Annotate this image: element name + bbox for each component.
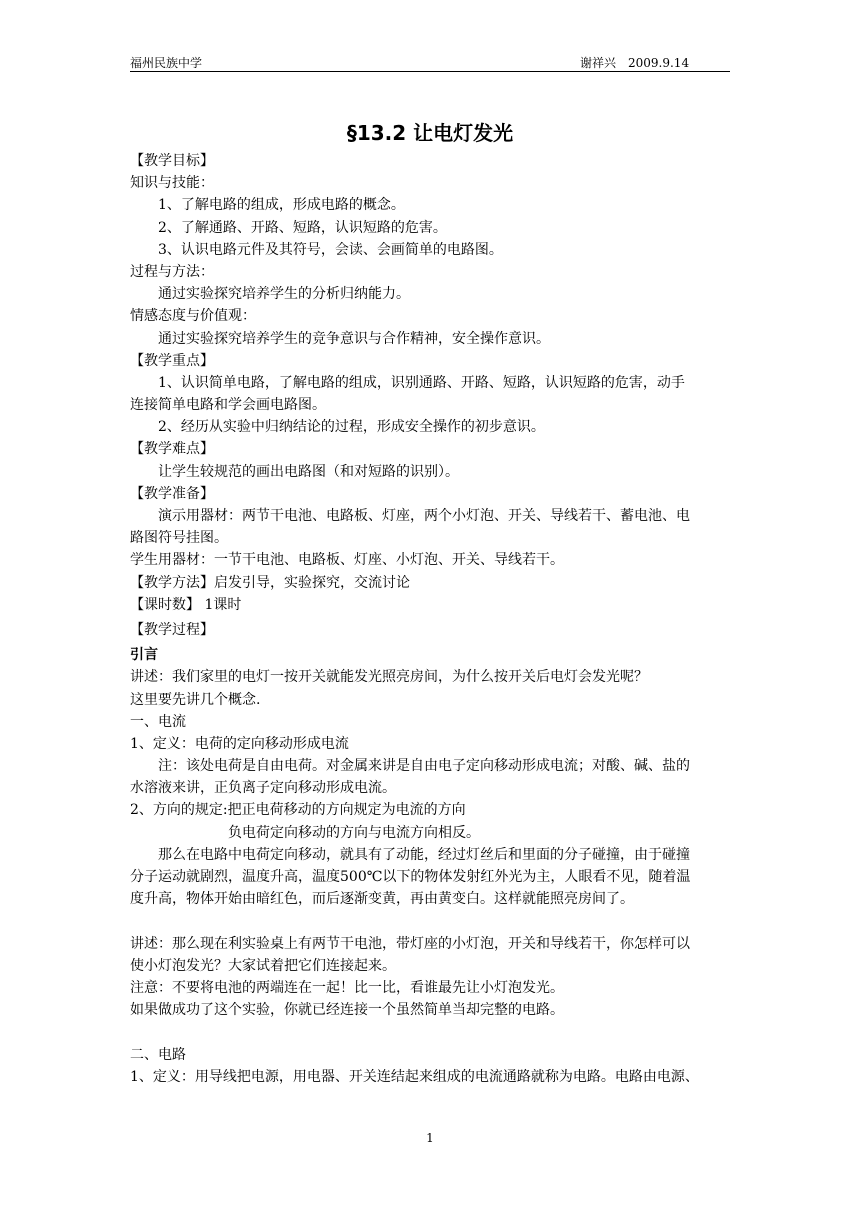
paragraph: 1、定义：电荷的定向移动形成电流	[130, 735, 349, 752]
paragraph: 讲述：那么现在利实验桌上有两节干电池，带灯座的小灯泡，开关和导线若干，你怎样可以	[130, 935, 690, 952]
paragraph: 1、定义：用导线把电源，用电器、开关连结起来组成的电流通路就称为电路。电路由电源、	[130, 1068, 699, 1085]
subheading: 知识与技能：	[130, 175, 214, 192]
document-title: §13.2 让电灯发光	[346, 121, 514, 145]
paragraph: 让学生较规范的画出电路图（和对短路的识别）。	[158, 463, 459, 480]
paragraph: 学生用器材：一节干电池、电路板、灯座、小灯泡、开关、导线若干。	[130, 552, 564, 569]
paragraph: 讲述：我们家里的电灯一按开关就能发光照亮房间，为什么按开关后电灯会发光呢？	[130, 669, 648, 686]
paragraph: 演示用器材：两节干电池、电路板、灯座，两个小灯泡、开关、导线若干、蓄电池、电	[158, 508, 690, 524]
section-heading: 【教学重点】	[130, 352, 214, 369]
paragraph: 通过实验探究培养学生的竞争意识与合作精神，安全操作意识。	[158, 330, 550, 347]
subheading: 一、电流	[130, 713, 186, 730]
note-continued: 水溶液来讲，正负离子定向移动形成电流。	[130, 780, 396, 797]
list-item: 1、了解电路的组成，形成电路的概念。	[158, 197, 405, 214]
section-heading: 【教学方法】启发引导，实验探究，交流讨论	[130, 574, 410, 591]
paragraph-continued: 分子运动就剧烈，温度升高，温度500℃以下的物体发射红外光为主，人眼看不见，随着温	[130, 869, 691, 885]
list-item: 2、经历从实验中归纳结论的过程，形成安全操作的初步意识。	[158, 419, 545, 436]
section-heading: 【教学过程】	[130, 621, 214, 638]
section-heading: 【教学准备】	[130, 485, 214, 502]
document-body	[130, 150, 732, 1088]
paragraph: 负电荷定向移动的方向与电流方向相反。	[228, 824, 480, 841]
header-school: 福州民族中学	[130, 56, 203, 70]
paragraph-continued: 使小灯泡发光？大家试着把它们连接起来。	[130, 957, 396, 974]
section-heading: 【课时数】 1课时	[130, 596, 242, 613]
paragraph: 这里要先讲几个概念.	[130, 691, 261, 708]
page-header	[130, 53, 730, 72]
list-item: 3、认识电路元件及其符号，会读、会画简单的电路图。	[158, 241, 503, 258]
list-item: 1、认识简单电路，了解电路的组成，识别通路、开路、短路，认识短路的危害，动手	[158, 374, 685, 391]
subheading: 二、电路	[130, 1046, 186, 1063]
list-item: 2、了解通路、开路、短路，认识短路的危害。	[158, 219, 447, 236]
paragraph: 那么在电路中电荷定向移动，就具有了动能，经过灯丝后和里面的分子碰撞，由于碰撞	[158, 846, 690, 863]
page-number: 1	[426, 1131, 434, 1145]
blank-line	[130, 910, 732, 932]
header-author-date: 谢祥兴 2009.9.14	[580, 56, 690, 70]
subheading: 情感态度与价值观：	[130, 308, 256, 325]
blank-line	[130, 1021, 732, 1043]
note: 注：该处电荷是自由电荷。对金属来讲是自由电子定向移动形成电流；对酸、碱、盐的	[158, 758, 690, 775]
section-heading: 【教学难点】	[130, 441, 214, 458]
paragraph: 注意：不要将电池的两端连在一起！比一比，看谁最先让小灯泡发光。	[130, 979, 564, 996]
subheading: 过程与方法：	[130, 263, 214, 280]
section-heading: 【教学目标】	[130, 153, 214, 169]
paragraph: 2、方向的规定:把正电荷移动的方向规定为电流的方向	[130, 802, 466, 819]
list-item-continued: 连接简单电路和学会画电路图。	[130, 397, 326, 414]
paragraph: 如果做成功了这个实验，你就已经连接一个虽然简单当却完整的电路。	[130, 1002, 564, 1019]
intro-heading: 引言	[130, 647, 158, 664]
paragraph: 通过实验探究培养学生的分析归纳能力。	[158, 286, 410, 303]
paragraph-continued: 度升高，物体开始由暗红色，而后逐渐变黄，再由黄变白。这样就能照亮房间了。	[130, 891, 634, 908]
paragraph-continued: 路图符号挂图。	[130, 530, 228, 547]
